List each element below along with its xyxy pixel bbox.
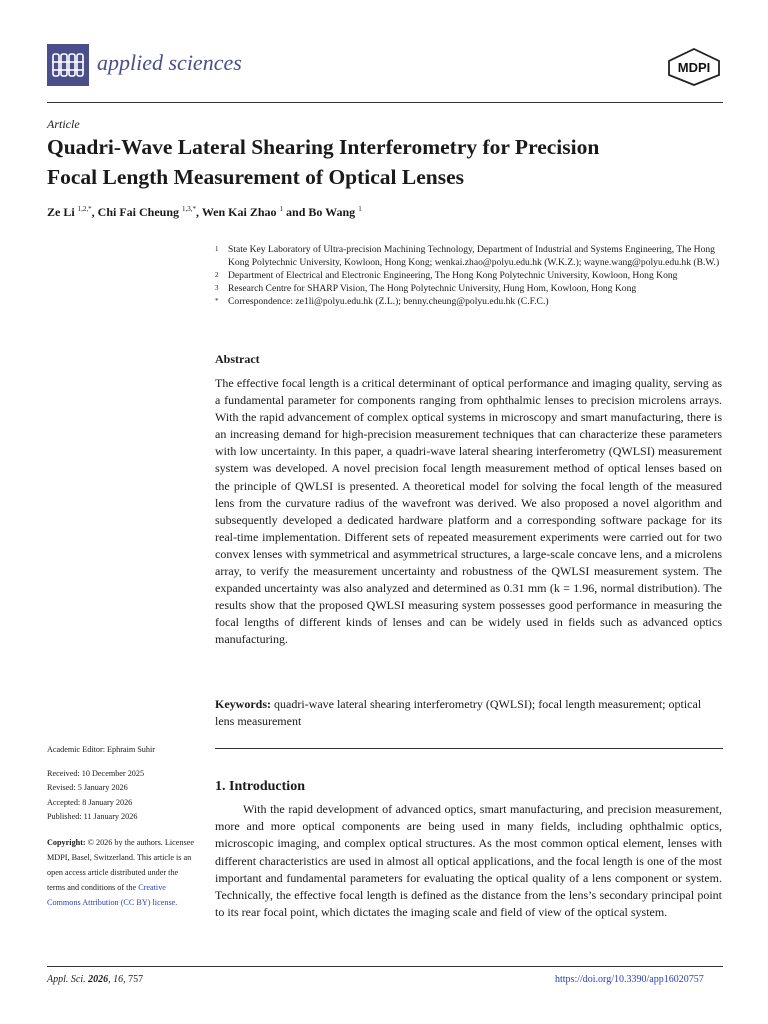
abstract-text: The effective focal length is a critical determinant of optical performance and imaging quality, serving as a fundamental parameter for components ranging from ophthalmic lenses to precision microlens arrays. With the rapid advancement of complex optical systems in microscopy and smart manufacturing, there is an increasing demand for high-precision measurement techniques that can characterize these parameters with low uncertainty. In this paper, a quadri-wave lateral shearing interferometry (QWLSI) measurement system was developed. A novel precision focal length measurement method of optical lenses based on the principle of QWLSI is presented. A theoretical model for solving the focal length of the measured lens from the curvature radius of the wavefront was derived. We also proposed a novel algorithm and subsequently developed a dedicated hardware platform and a corresponding software package for its real-time implementation. Different sets of repeated measurement experiments were carried out for two convex lenses with symmetrical and asymmetrical structures, a large-scale concave lens, and a microlens array, to verify the measurement uncertainty and robustness of the QWLSI measurement system. The expanded uncertainty was also analyzed and determined as 0.31 mm (k = 1.96, normal distribution). The results show that the proposed QWLSI measuring system possesses good performance in measuring the focal lengths of different kinds of lenses and can be widely used in fields such as advanced optics manufacturing. [215,376,722,647]
received-date: Received: 10 December 2025 [47,768,145,778]
affiliation-item [215,282,725,295]
article-title [47,132,737,192]
author-marks: 1,3,* [182,205,197,213]
academic-editor: Academic Editor: Ephraim Suhir [47,745,156,754]
mdpi-logo-text: MDPI [677,60,711,75]
revised-date: Revised: 5 January 2026 [47,783,128,792]
citation-page: 757 [128,974,144,985]
citation [47,974,143,985]
citation-journal: Appl. Sci. [47,974,86,985]
applied-sciences-logo-icon [47,44,89,86]
affiliation-text: Research Centre for SHARP Vision, The Hong Polytechnic University, Hung Hom, Kowloon, Hong Kong [228,283,637,294]
mdpi-hexagon-icon [666,47,722,87]
keywords-label: Keywords: [215,697,271,711]
affiliation-mark: 2 [215,271,219,279]
citation-comma: , [108,974,114,985]
title-line-2: Focal Length Measurement of Optical Lenses [47,165,465,189]
author-name[interactable]: Ze Li [47,205,75,219]
affiliation-item [215,243,725,269]
citation-year: 2026 [88,974,109,985]
abstract-divider [215,748,723,749]
citation-volume: 16 [113,974,124,985]
affiliation-item [215,269,725,282]
correspondence [215,295,725,308]
doi-link[interactable]: https://doi.org/10.3390/app16020757 [555,974,704,985]
affiliation-mark: * [215,297,219,305]
affiliation-text: Department of Electrical and Electronic Engineering, The Hong Kong Polytechnic University, Kowloon, Hong Kong [228,270,678,281]
article-type: Article [47,117,80,131]
abstract-heading: Abstract [215,352,260,366]
copyright-label: Copyright: [47,837,86,847]
author-name[interactable]: Chi Fai Cheung [97,205,180,219]
molecule-icon [51,50,85,80]
copyright-text: © 2026 by the authors. Licensee MDPI, Basel, Switzerland. This article is an open access article distributed under the terms and conditions of the [47,837,194,892]
published-date: Published: 11 January 2026 [47,812,138,821]
header-divider [47,102,723,103]
author-marks: 1,2,* [77,205,92,213]
author-separator: , [91,205,98,219]
affiliation-mark: 1 [215,245,219,253]
correspondence-text[interactable]: Correspondence: ze1li@polyu.edu.hk (Z.L.); benny.cheung@polyu.edu.hk (C.F.C.) [228,296,549,307]
keywords [215,696,722,729]
license-link[interactable]: Creative Commons Attribution (CC BY) license. [47,882,178,907]
author-separator: , [196,205,202,219]
author-separator: and [283,205,309,219]
citation-comma-2: , [123,974,129,985]
author-marks: 1 [358,205,362,213]
section-heading-introduction: 1. Introduction [215,779,305,794]
accepted-date: Accepted: 8 January 2026 [47,797,133,807]
article-metadata [47,744,197,910]
keywords-text: quadri-wave lateral shearing interferometry (QWLSI); focal length measurement; optical lens measurement [215,697,702,728]
journal-name[interactable]: applied sciences [97,50,242,75]
author-name[interactable]: Bo Wang [308,205,356,219]
affiliation-mark: 3 [215,284,219,292]
author-list [47,205,362,220]
introduction-text: With the rapid development of advanced optics, smart manufacturing, and precision measurement, more and more optical components are being used in many fields, including ophthalmic optics, microscopic imaging, and complex optical structures. As the most common optical element, lenses with different characteristics are used in almost all optical applications, and the focal length is one of the most important and fundamental parameters for evaluating the optical quality of a lens component or system. Technically, the effective focal length is defined as the distance from the lens’s secondary principal point to its rear focal point, which dictates the imaging scale and field of view of the optical system. [215,802,722,920]
copyright-notice [47,835,197,910]
affiliations [215,243,725,308]
footer-divider [47,966,723,967]
affiliation-text: State Key Laboratory of Ultra-precision Machining Technology, Department of Industrial and Systems Engineering, The Hong Kong Polytechnic University, Kowloon, Hong Kong; wenkai.zhao@polyu.edu.hk (W.K.Z.); wayne.wang@polyu.edu.hk (B.W.) [228,244,720,268]
title-line-1: Quadri-Wave Lateral Shearing Interferometry for Precision [47,135,600,159]
mdpi-logo[interactable] [666,47,722,87]
author-marks: 1 [279,205,284,213]
author-name[interactable]: Wen Kai Zhao [201,205,277,219]
